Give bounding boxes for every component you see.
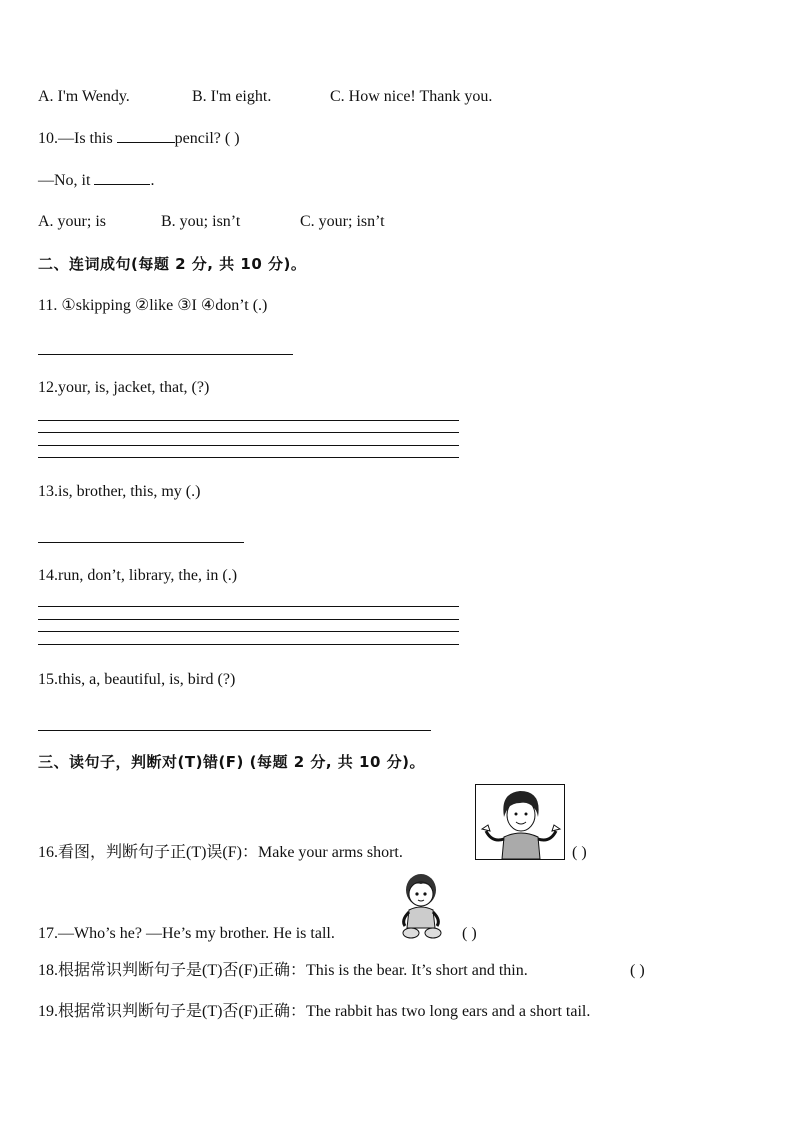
q10-blank bbox=[117, 142, 175, 143]
q14-answer-line-2 bbox=[38, 619, 459, 620]
q19-text: 19.根据常识判断句子是(T)否(F)正确：The rabbit has two long ears and a short tail. bbox=[38, 1003, 591, 1020]
q12-answer-line-3 bbox=[38, 445, 459, 446]
q17-answer-paren[interactable]: ( ) bbox=[462, 925, 477, 942]
q10-reply-prefix: —No, it bbox=[38, 172, 95, 189]
q10-option-b: B. you; isn’t bbox=[161, 213, 241, 230]
q16-boy-shrugging-illustration bbox=[475, 784, 565, 860]
q12-answer-line-1 bbox=[38, 420, 459, 421]
q14-answer-line-3 bbox=[38, 631, 459, 632]
q10-option-a: A. your; is bbox=[38, 213, 106, 230]
q11-text: 11. ①skipping ②like ③I ④don’t (.) bbox=[38, 297, 268, 314]
q13-text: 13.is, brother, this, my (.) bbox=[38, 483, 201, 500]
q12-text: 12.your, is, jacket, that, (?) bbox=[38, 379, 210, 396]
q15-text: 15.this, a, beautiful, is, bird (?) bbox=[38, 671, 236, 688]
q16-answer-paren[interactable]: ( ) bbox=[572, 844, 587, 861]
q10-suffix: pencil? ( ) bbox=[174, 130, 240, 147]
q18-text: 18.根据常识判断句子是(T)否(F)正确：This is the bear. It’s short and thin. bbox=[38, 962, 528, 979]
q10-reply bbox=[38, 171, 154, 191]
q14-text: 14.run, don’t, library, the, in (.) bbox=[38, 567, 238, 584]
q9-option-c: C. How nice! Thank you. bbox=[330, 88, 493, 105]
q13-answer-line bbox=[38, 542, 244, 543]
q10-reply-suffix: . bbox=[150, 172, 155, 189]
q9-option-b: B. I'm eight. bbox=[192, 88, 272, 105]
section2-heading: 二、连词成句(每题 2 分, 共 10 分)。 bbox=[38, 255, 307, 273]
q10-question bbox=[38, 129, 240, 149]
q17-small-boy-illustration bbox=[397, 870, 445, 940]
q9-option-a: A. I'm Wendy. bbox=[38, 88, 130, 105]
q10-option-c: C. your; isn’t bbox=[300, 213, 385, 230]
q16-text: 16.看图，判断句子正(T)误(F)：Make your arms short. bbox=[38, 844, 403, 861]
section3-heading: 三、读句子，判断对(T)错(F) (每题 2 分, 共 10 分)。 bbox=[38, 753, 425, 771]
q10-prefix: 10.—Is this bbox=[38, 130, 117, 147]
q12-answer-line-2 bbox=[38, 432, 459, 433]
q18-answer-paren[interactable]: ( ) bbox=[630, 962, 645, 979]
q17-text: 17.—Who’s he? —He’s my brother. He is tall. bbox=[38, 925, 335, 942]
q14-answer-line-1 bbox=[38, 606, 459, 607]
q15-answer-line bbox=[38, 730, 431, 731]
q10-reply-blank bbox=[94, 184, 150, 185]
q11-answer-line bbox=[38, 354, 293, 355]
q14-answer-line-4 bbox=[38, 644, 459, 645]
q12-answer-line-4 bbox=[38, 457, 459, 458]
